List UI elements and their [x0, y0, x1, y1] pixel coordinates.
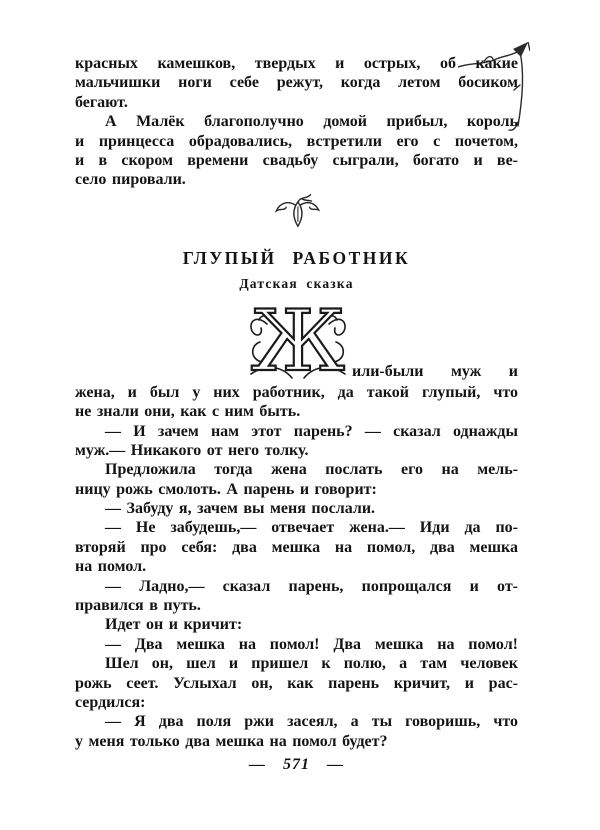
text-line: рожь сеет. Услыхал он, как парень кричит, и рас-	[75, 674, 518, 692]
opening-line	[75, 304, 518, 383]
text-line: на помол.	[75, 558, 147, 576]
text-line: правился в путь.	[75, 597, 201, 615]
text-line: мальчишки ноги себе режут, когда летом босиком	[75, 74, 518, 92]
text-line: красных камешков, твердых и острых, об какие	[75, 55, 518, 72]
story-title: ГЛУПЫЙ РАБОТНИК	[182, 247, 411, 268]
text-line: сердился:	[75, 693, 146, 711]
text-line: у меня только два мешка на помол будет?	[75, 732, 388, 750]
text-line: жена, и был у них работник, да такой глупый, что	[75, 383, 518, 401]
text-line: муж.— Никакого от него толку.	[75, 441, 309, 459]
text-line: вторяй про себя: два мешка на помол, два мешка	[75, 538, 518, 556]
text-line: — И зачем нам этот парень? — сказал однажды	[105, 422, 518, 440]
dropcap-letter: Ж	[250, 303, 346, 383]
text-line: и принцесса обрадовались, встретили его с почетом,	[75, 132, 518, 150]
story-subtitle: Датская сказка	[239, 275, 354, 291]
text-line: ницу рожь смолоть. А парень и говорит:	[75, 480, 377, 498]
text-line: Шел он, шел и пришел к полю, а там человек	[105, 655, 518, 673]
dropcap-initial	[247, 304, 349, 383]
text-line: не знали они, как с ним быть.	[75, 403, 301, 421]
text-line: село пировали.	[75, 171, 186, 189]
page-number: — 571 —	[249, 756, 344, 774]
opening-first-words: или-были муж и	[352, 363, 518, 381]
leaf-sprig-divider-icon	[271, 192, 323, 228]
text-line: и в скором времени свадьбу сыграли, богато и ве-	[75, 151, 518, 169]
text-line: Идет он и кричит:	[105, 616, 243, 634]
text-line: — Не забудешь,— отвечает жена.— Иди да по-	[105, 519, 518, 537]
text-column	[75, 54, 518, 775]
text-line: А Малёк благополучно домой прибыл, король	[105, 113, 518, 131]
text-line: — Ладно,— сказал парень, попрощался и от-	[105, 577, 518, 595]
text-line: — Я два поля ржи засеял, а ты говоришь, что	[105, 713, 518, 731]
text-line: бегают.	[75, 93, 128, 111]
text-line: — Два мешка на помол! Два мешка на помол!	[105, 635, 518, 653]
text-line: Предложила тогда жена послать его на мель-	[105, 461, 518, 479]
text-line: — Забуду я, зачем вы меня послали.	[105, 500, 376, 518]
